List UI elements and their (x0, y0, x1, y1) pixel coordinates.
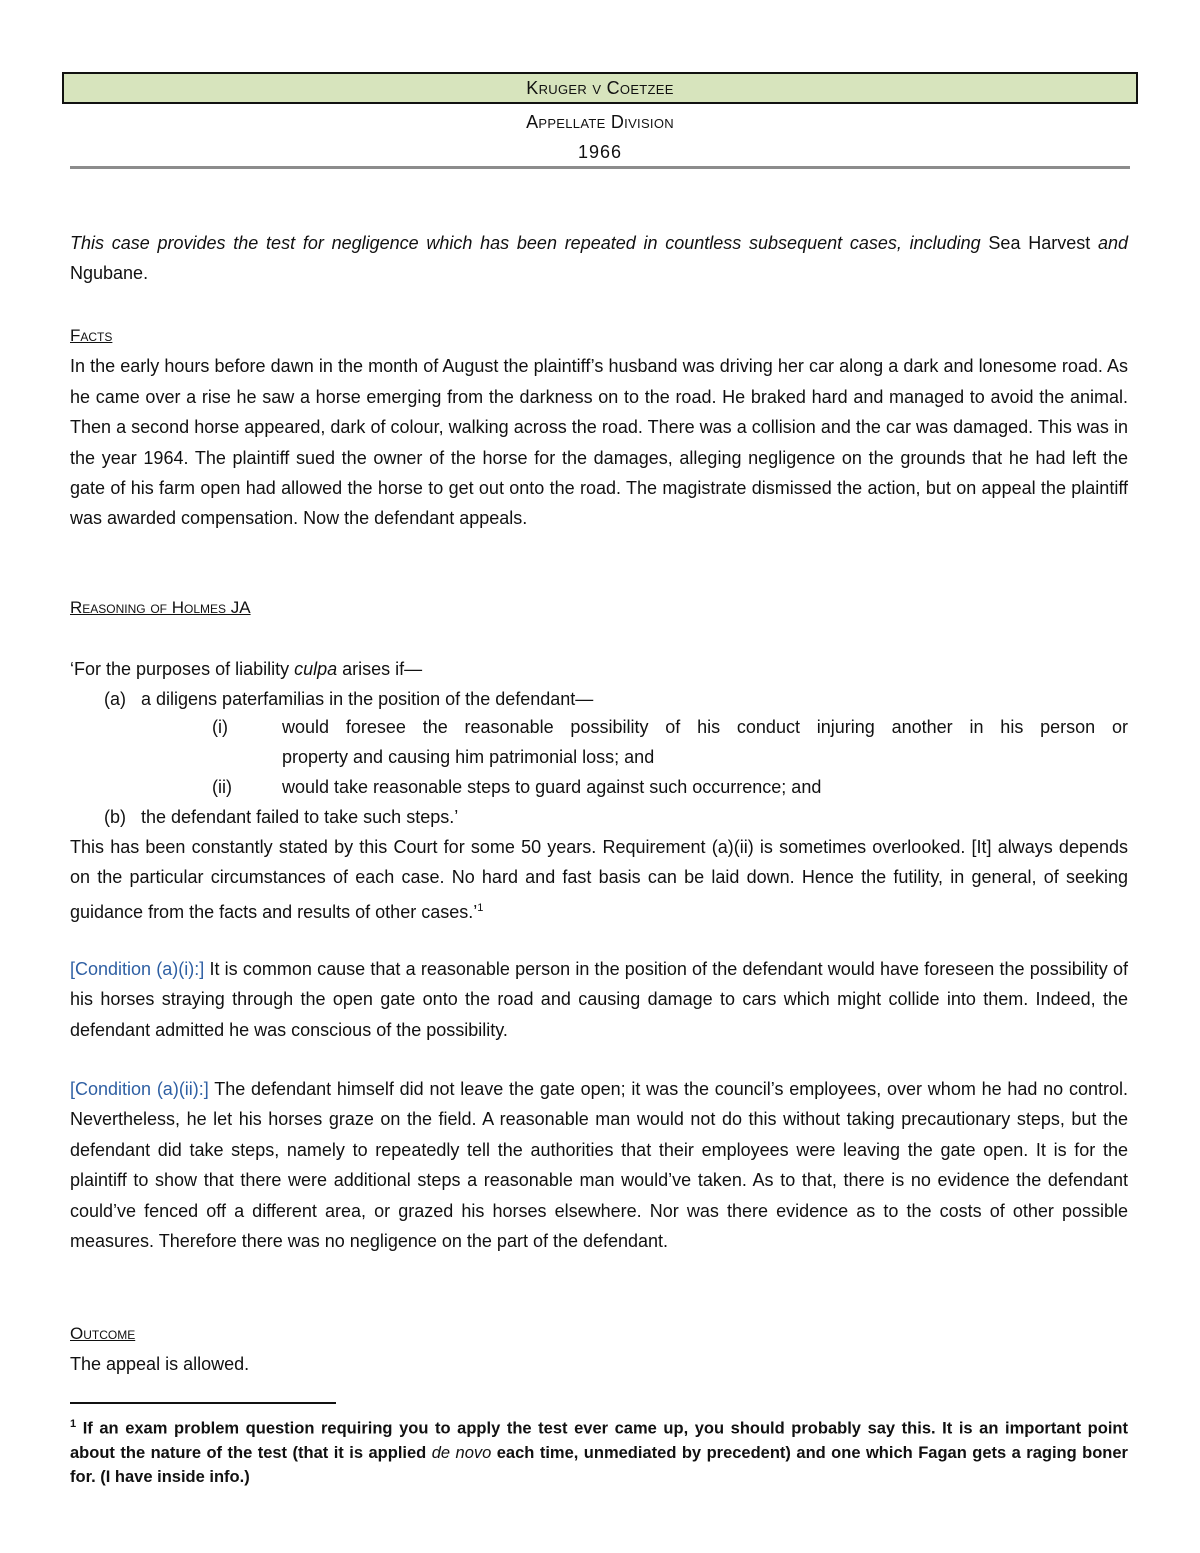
after-quote-text: This has been constantly stated by this Court for some 50 years. Requirement (a)(ii) is sometimes overlooked. [It] always depends on the particular circumstances of each case. No hard and fast basis can be laid down. Hence the futility, in general, of seeking guidance from the facts and results of other cases.’ (70, 837, 1128, 922)
quote-opening: ‘For the purposes of liability culpa arises if— (70, 659, 423, 679)
item-b-text: the defendant failed to take such steps.’ (141, 807, 459, 827)
item-i-text-1: would foresee the reasonable possibility of his conduct injuring another in his person or (282, 717, 1128, 737)
facts-text: In the early hours before dawn in the month of August the plaintiff’s husband was driving her car along a dark and lonesome road. As he came over a rise he saw a horse emerging from the darkness on to the road. He braked hard and managed to avoid the animal. Then a second horse appeared, dark of colour, walking across the road. There was a collision and the car was damaged. This was in the year 1964. The plaintiff sued the owner of the horse for the damages, alleging negligence on the grounds that he had left the gate of his farm open had allowed the horse to get out onto the road. The magistrate dismissed the action, but on appeal the plaintiff was awarded compensation. Now the defendant appeals. (70, 356, 1128, 529)
intro-paragraph (70, 228, 1128, 289)
item-i-text-2: property and causing him patrimonial loss; and (282, 747, 655, 767)
intro-case-2: Ngubane (70, 263, 144, 284)
footnote-ref[interactable]: 1 (477, 901, 484, 914)
condition-2-label: [Condition (a)(ii):] (70, 1079, 209, 1099)
case-title: Kruger v Coetzee (526, 77, 674, 98)
footnote: $^1$ If an exam problem question requiring you to apply the test ever came up, you should probably say this. It is an important point about the nature of the test (that it is applied de novo each time, unmediated by precedent) and one which Fagan gets a raging boner for. (I have inside info.) (70, 1418, 1128, 1486)
condition-1-paragraph (70, 954, 1128, 1045)
footnote-number: 1 (70, 1418, 77, 1430)
outcome-section (70, 1318, 1128, 1380)
item-b-label: (b) (104, 807, 126, 827)
intro-case-1: Sea Harvest (988, 233, 1091, 253)
intro-text: This case provides the test for negligence which has been repeated in countless subsequent cases, including (70, 233, 989, 253)
item-i-label: (i) (212, 717, 228, 737)
condition-1-text: It is common cause that a reasonable person in the position of the defendant would have foreseen the possibility of his horses straying through the open gate onto the road and causing damage to cars which might collide into them. Indeed, the defendant admitted he was conscious of the possibility. (70, 959, 1129, 1040)
facts-heading: Facts (70, 326, 113, 345)
item-ii-label: (ii) (212, 777, 232, 797)
intro-and: and (1090, 233, 1128, 253)
outcome-heading: Outcome (70, 1324, 136, 1343)
item-a-label: (a) (104, 689, 126, 709)
condition-2-paragraph (70, 1074, 1128, 1256)
court-name: Appellate Division (526, 112, 674, 132)
item-ii-text: would take reasonable steps to guard against such occurrence; and (282, 777, 822, 797)
reasoning-heading-block (70, 592, 1128, 623)
case-title-box (62, 72, 1138, 104)
item-a-text: a diligens paterfamilias in the position of the defendant— (141, 689, 594, 709)
outcome-text: The appeal is allowed. (70, 1354, 250, 1375)
case-year: 1966 (577, 142, 623, 162)
reasoning-heading: Reasoning of Holmes JA (70, 598, 251, 617)
condition-1-label: [Condition (a)(i):] (70, 959, 205, 979)
condition-2-text: The defendant himself did not leave the gate open; it was the council’s employees, over whom he had no control. Nevertheless, he let his horses graze on the field. A reasonable man would not do this without taking precautionary steps, but the defendant did take steps, namely to repeatedly tell the authorities that their employees were leaving the gate open. It is for the plaintiff to show that there were additional steps a reasonable man would’ve taken. As to that, there is no evidence the defendant could’ve fenced off a different area, or grazed his horses elsewhere. Nor was there evidence as to the costs of other possible measures. Therefore there was no negligence on the part of the defendant. (70, 1079, 1128, 1252)
header-divider (70, 166, 1130, 169)
intro-end: . (143, 263, 149, 284)
facts-section (70, 320, 1128, 534)
footnote-divider (70, 1402, 336, 1404)
after-quote-paragraph (70, 832, 1128, 927)
